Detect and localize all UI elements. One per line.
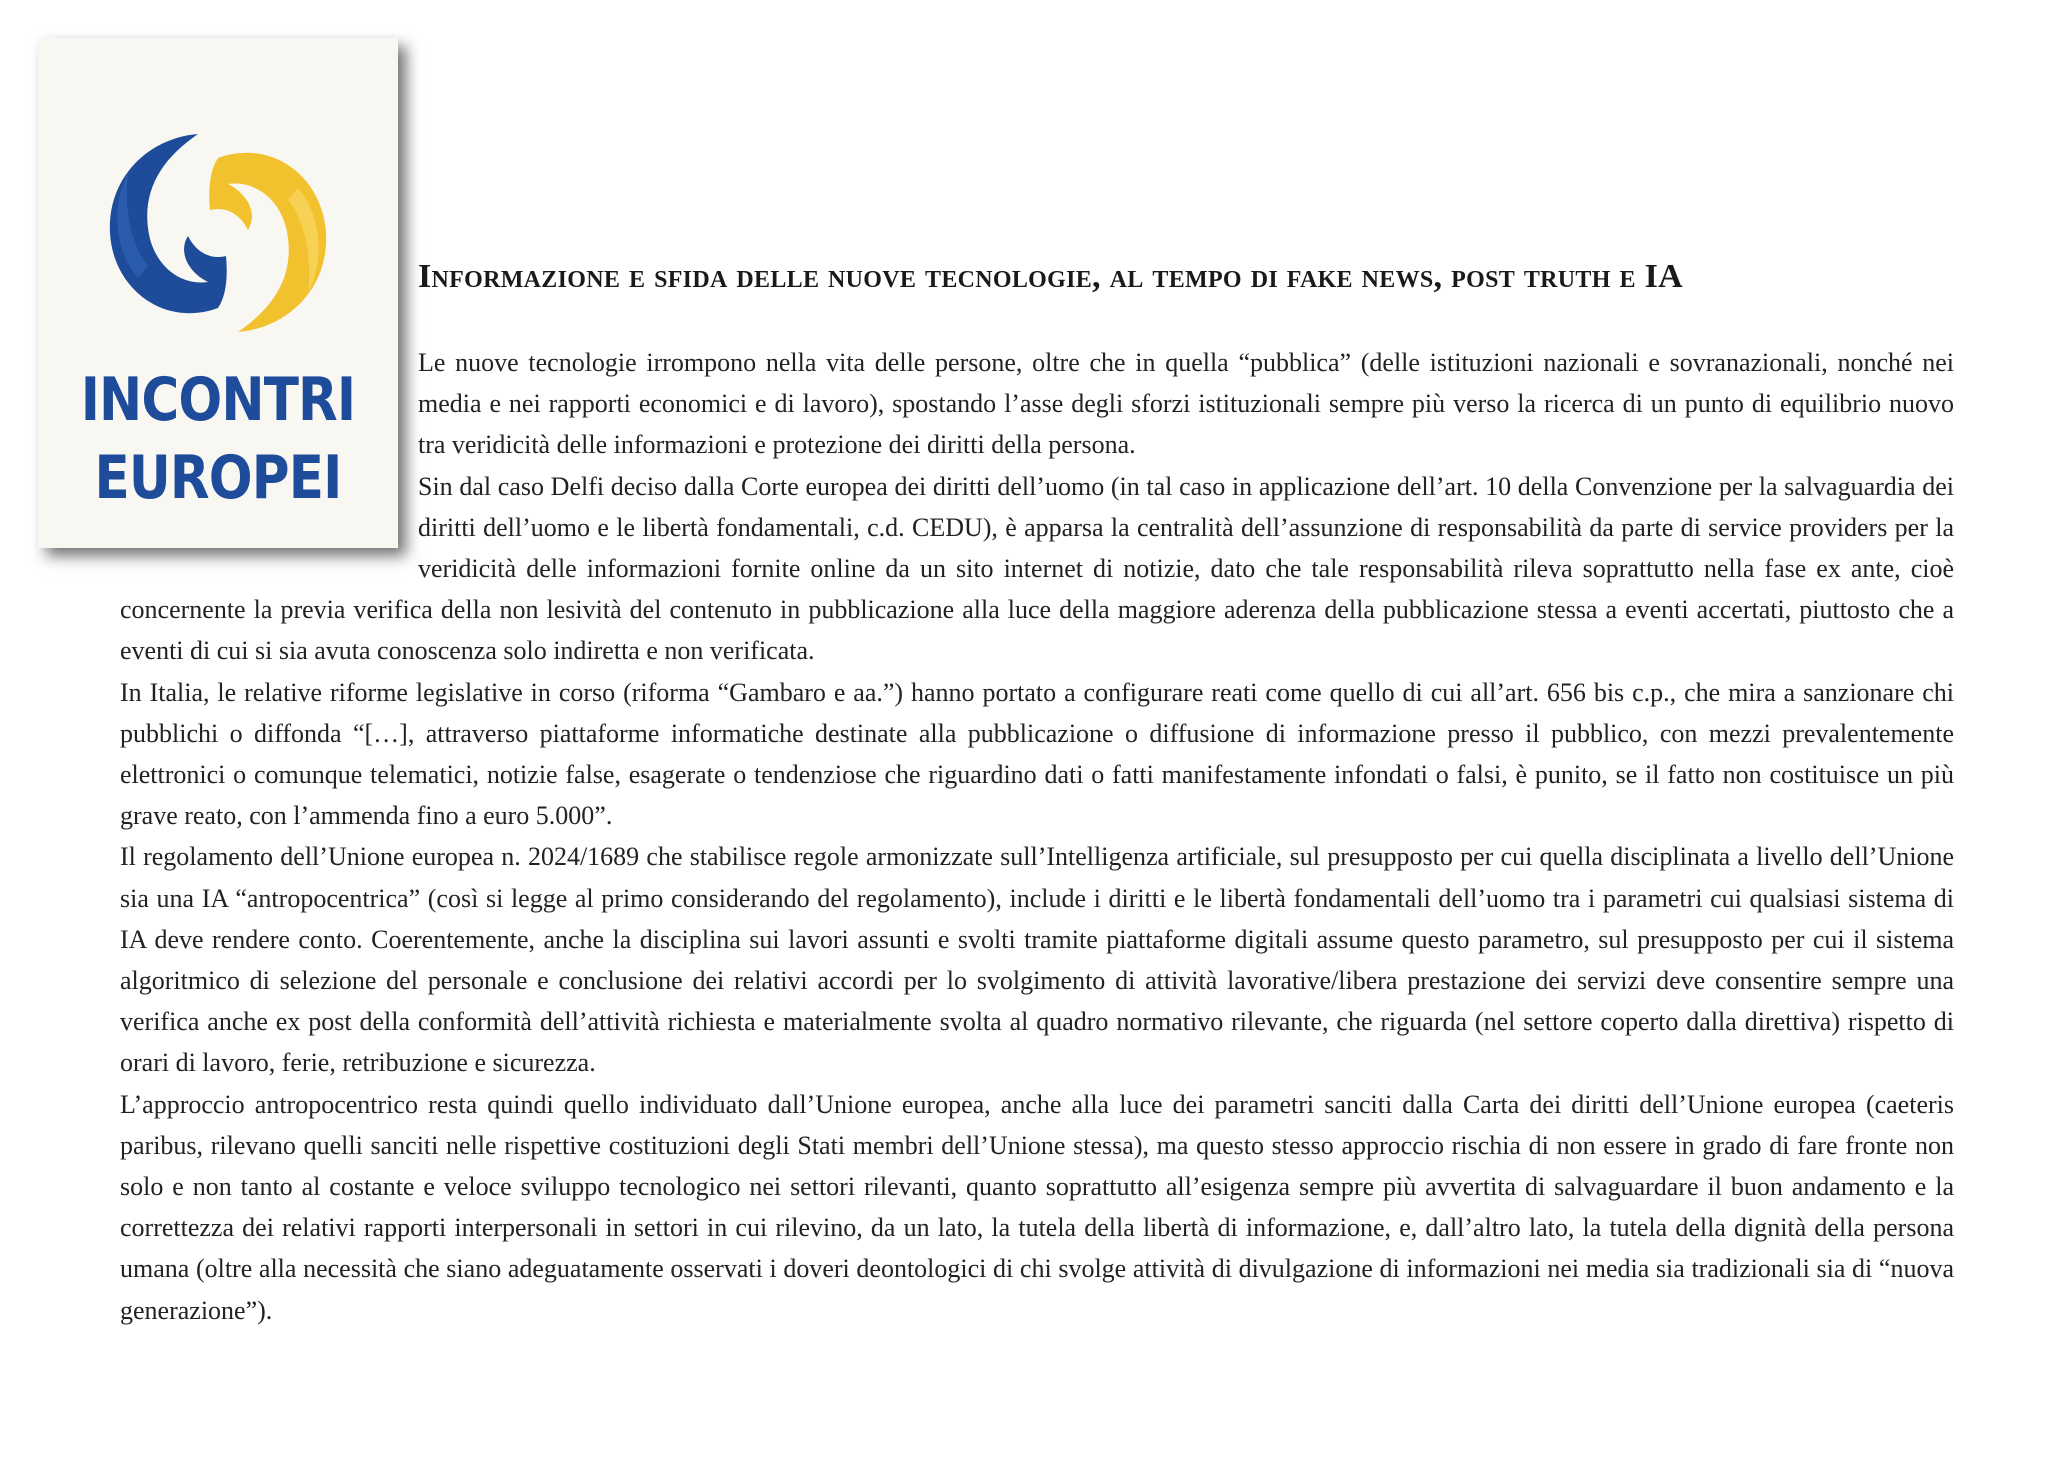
paragraph-1: Le nuove tecnologie irrompono nella vita delle persone, oltre che in quella “pubblica” (delle istituzioni nazionali e sovranazionali, nonché nei media e nei rapporti economici e di lavoro), spostando l’asse degli sforzi istituzionali sempre più verso la ricerca di un punto di equilibrio nuovo tra veridicità delle informazioni e protezione dei diritti della persona. <box>418 348 1954 460</box>
paragraph-3: In Italia, le relative riforme legislative in corso (riforma “Gambaro e aa.”) hanno portato a configurare reati come quello di cui all’art. 656 bis c.p., che mira a sanzionare chi pubblichi o diffonda “[…], attraverso piattaforme informatiche destinate alla pubblicazione o diffusione di informazione presso il pubblico, con mezzi prevalentemente elettronici o comunque telematici, notizie false, esagerate o tendenziose che riguardino dati o fatti manifestamente infondati o falsi, è punito, se il fatto non costituisce un più grave reato, con l’ammenda fino a euro 5.000”. <box>120 677 1954 831</box>
logo-text-line2: EUROPEI <box>94 443 342 513</box>
swirl-logo-icon <box>98 118 338 348</box>
paragraph-2: Sin dal caso Delfi deciso dalla Corte europea dei diritti dell’uomo (in tal caso in applicazione dell’art. 10 della Convenzione per la salvaguardia dei diritti dell’uomo e le libertà fondamentali, c.d. CEDU), è apparsa la centralità dell’assunzione di responsabilità da parte di service providers per la veridicità delle informazioni fornite online da un sito internet di notizie, dato che tale responsabilità rileva soprattutto nella fase ex ante, cioè concernente la previa verifica della non lesività del contenuto in pubblicazione alla luce della maggiore aderenza della pubblicazione stessa a eventi accertati, piuttosto che a eventi di cui si sia avuta conoscenza solo indiretta e non verificata. <box>120 471 1954 666</box>
article-body <box>120 342 1954 1331</box>
article-title: Informazione e sfida delle nuove tecnologie, al tempo di fake news, post truth e IA <box>418 258 1683 295</box>
paragraph-4: Il regolamento dell’Unione europea n. 2024/1689 che stabilisce regole armonizzate sull’Intelligenza artificiale, sul presupposto per cui quella disciplinata a livello dell’Unione sia una IA “antropocentrica” (così si legge al primo considerando del regolamento), include i diritti e le libertà fondamentali dell’uomo tra i parametri cui qualsiasi sistema di IA deve rendere conto. Coerentemente, anche la disciplina sui lavori assunti e svolti tramite piattaforme digitali assume questo parametro, sul presupposto per cui il sistema algoritmico di selezione del personale e conclusione dei relativi accordi per lo svolgimento di attività lavorative/libera prestazione dei servizi deve consentire sempre una verifica anche ex post della conformità dell’attività richiesta e materialmente svolta al quadro normativo rilevante, che riguarda (nel settore coperto dalla direttiva) rispetto di orari di lavoro, ferie, retribuzione e sicurezza. <box>120 842 1954 1078</box>
paragraph-5: L’approccio antropocentrico resta quindi quello individuato dall’Unione europea, anche alla luce dei parametri sanciti dalla Carta dei diritti dell’Unione europea (caeteris paribus, rilevano quelli sanciti nelle rispettive costituzioni degli Stati membri dell’Unione stessa), ma questo stesso approccio rischia di non essere in grado di fare fronte non solo e non tanto al costante e veloce sviluppo tecnologico nei settori rilevanti, quanto soprattutto all’esigenza sempre più avvertita di salvaguardare il buon andamento e la correttezza dei relativi rapporti interpersonali in settori in cui rilevino, da un lato, la tutela della libertà di informazione, e, dall’altro lato, la tutela della dignità della persona umana (oltre alla necessità che siano adeguatamente osservati i doveri deontologici di chi svolge attività di divulgazione di informazioni nei media sia tradizionali sia di “nuova generazione”). <box>120 1089 1954 1325</box>
logo-text-line1: INCONTRI <box>80 365 356 435</box>
logo-wrap-spacer <box>120 342 418 588</box>
